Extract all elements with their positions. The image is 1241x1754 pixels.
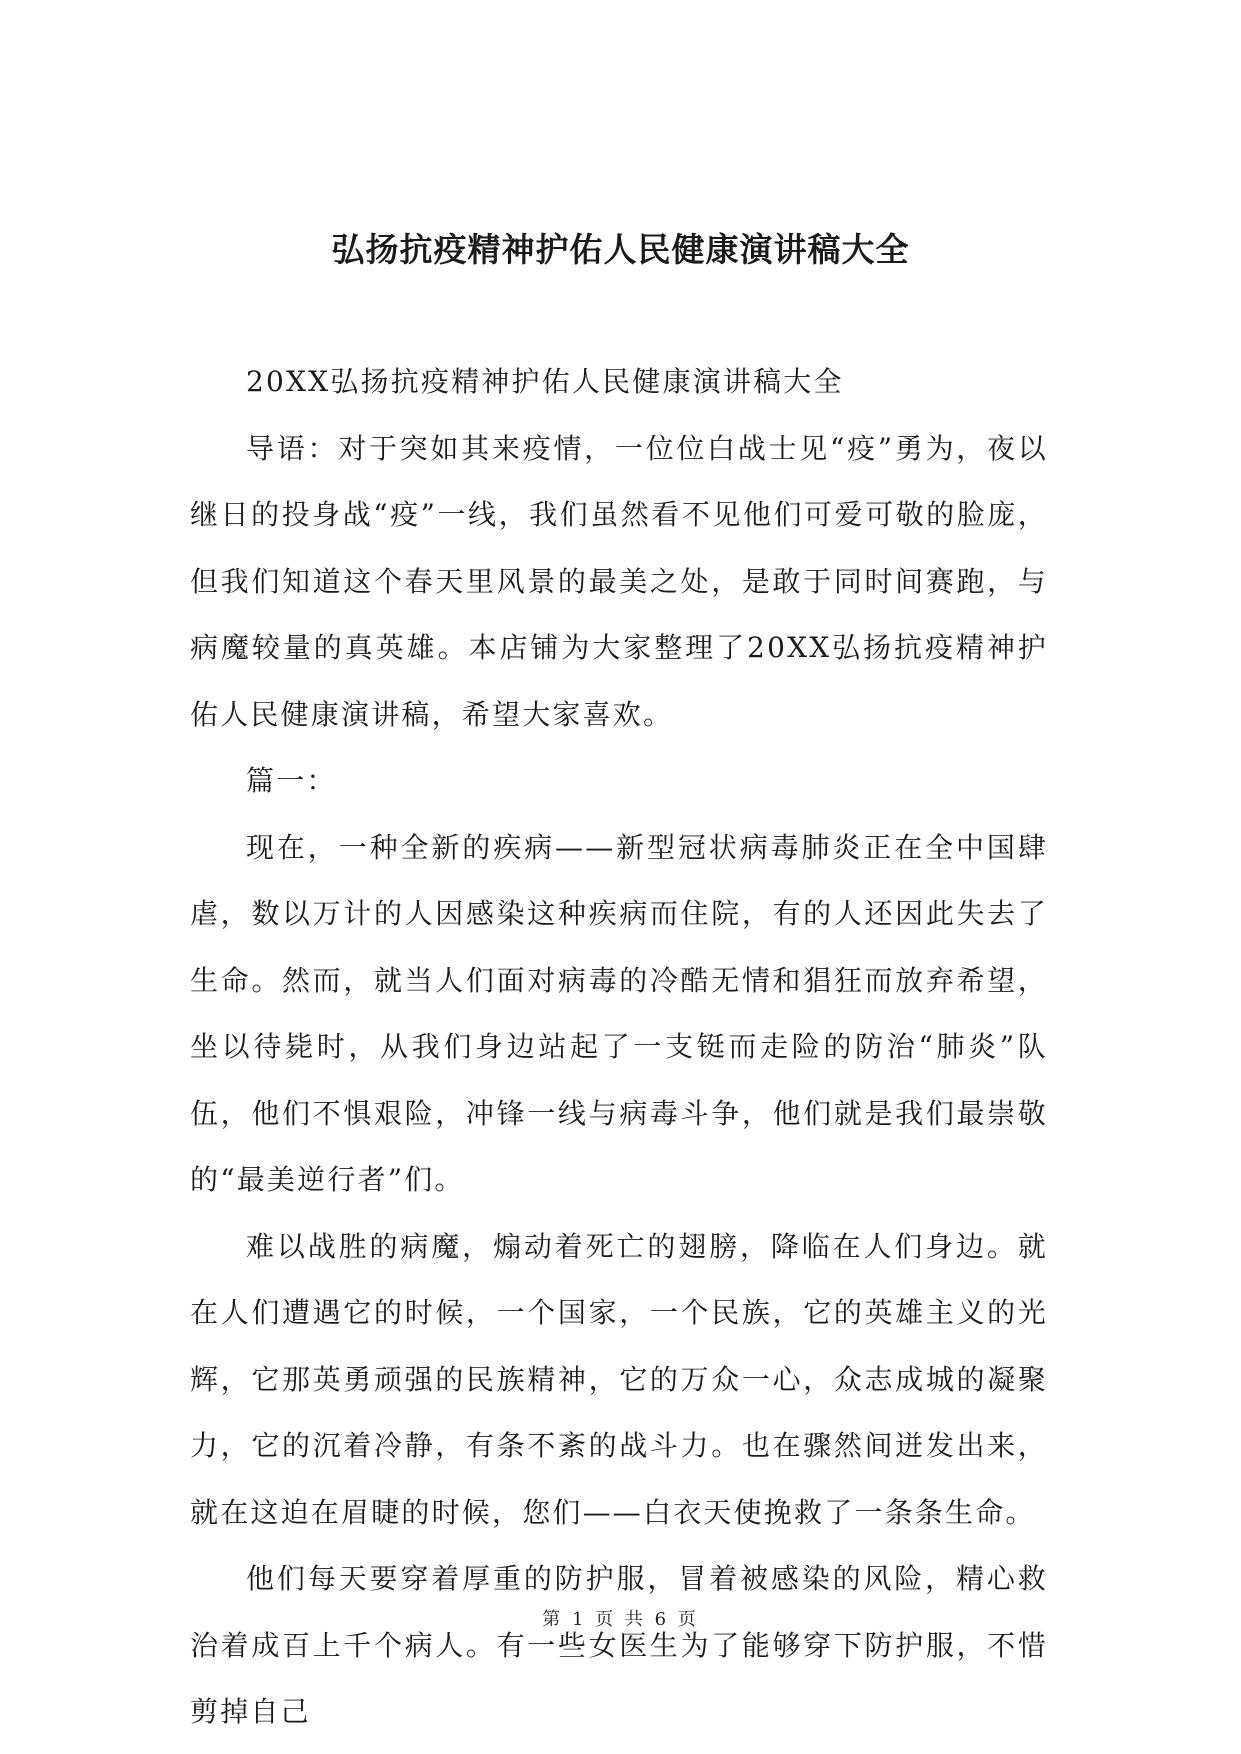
document-body — [190, 349, 1048, 1746]
page-number-footer: 第 1 页 共 6 页 — [542, 1609, 699, 1630]
document-title: 弘扬抗疫精神护佑人民健康演讲稿大全 — [331, 230, 910, 269]
paragraph-section-heading: 篇一： — [246, 764, 337, 797]
paragraph-body-1: 现在，一种全新的疾病——新型冠状病毒肺炎正在全中国肆虐，数以万计的人因感染这种疾病而住院，有的人还因此失去了生命。然而，就当人们面对病毒的冷酷无情和猖狂而放弃希望，坐以待毙时，从我们身边站起了一支铤而走险的防治“肺炎”队伍，他们不惧艰险，冲锋一线与病毒斗争，他们就是我们最崇敬的“最美逆行者”们。 — [190, 830, 1048, 1196]
paragraph-body-2: 难以战胜的病魔，煽动着死亡的翅膀，降临在人们身边。就在人们遭遇它的时候，一个国家，一个民族，它的英雄主义的光辉，它那英勇顽强的民族精神，它的万众一心，众志成城的凝聚力，它的沉着冷静，有条不紊的战斗力。也在骤然间迸发出来，就在这迫在眉睫的时候，您们——白衣天使挽救了一条条生命。 — [190, 1229, 1048, 1529]
paragraph-intro: 导语：对于突如其来疫情，一位位白战士见“疫”勇为，夜以继日的投身战“疫”一线，我们虽然看不见他们可爱可敬的脸庞，但我们知道这个春天里风景的最美之处，是敢于同时间赛跑，与病魔较量的真英雄。本店铺为大家整理了20XX弘扬抗疫精神护佑人民健康演讲稿，希望大家喜欢。 — [190, 431, 1048, 731]
paragraph-subtitle: 20XX弘扬抗疫精神护佑人民健康演讲稿大全 — [246, 365, 844, 398]
paragraph-body-3: 他们每天要穿着厚重的防护服，冒着被感染的风险，精心救治着成百上千个病人。有一些女医生为了能够穿下防护服，不惜剪掉自己 — [190, 1562, 1048, 1728]
